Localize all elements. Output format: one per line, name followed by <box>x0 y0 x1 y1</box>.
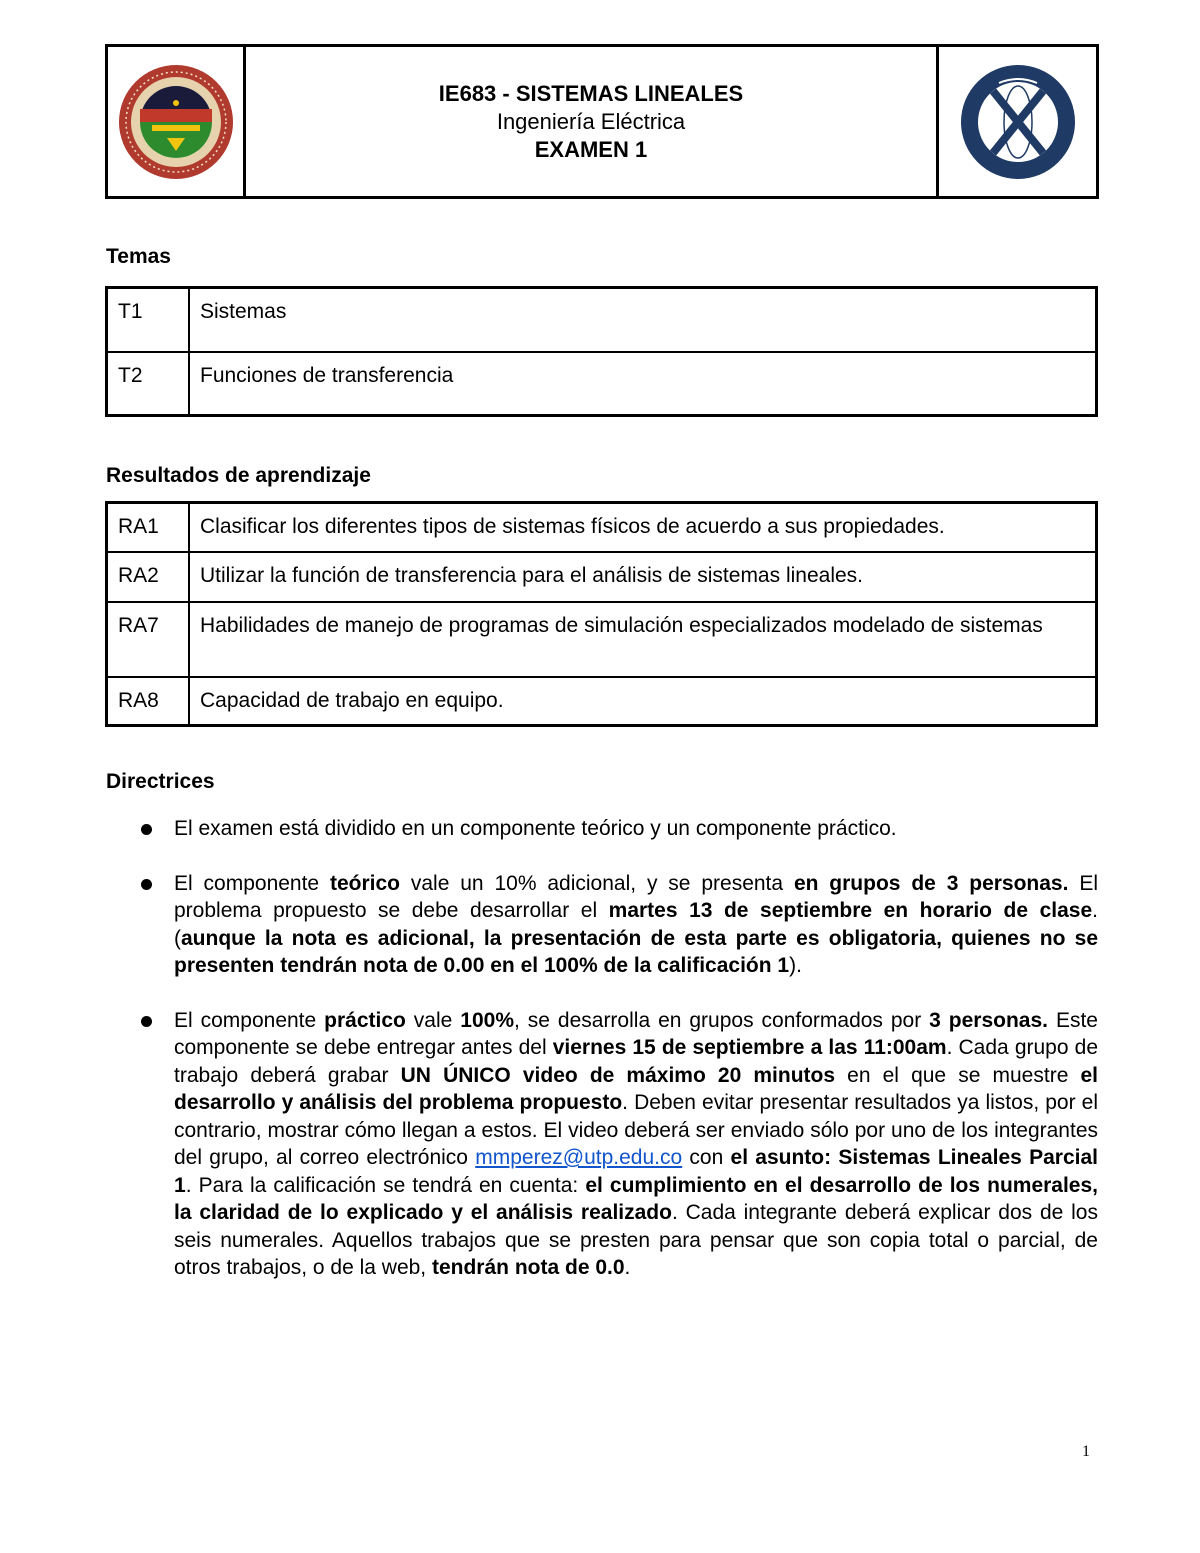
directrices-heading: Directrices <box>106 770 215 793</box>
temas-table <box>105 286 1098 417</box>
list-item <box>106 815 1098 843</box>
directive-text: Este componente se debe entregar antes del <box>174 1008 1098 1059</box>
bullet-icon <box>141 824 152 835</box>
directive-text: El componente <box>174 871 330 895</box>
directive-text: . <box>624 1256 631 1279</box>
directive-text: vale <box>405 1008 461 1032</box>
university-seal-cell <box>108 47 246 196</box>
tema-code: T1 <box>107 288 190 352</box>
ra-code: RA2 <box>107 552 190 602</box>
list-item <box>106 1007 1098 1282</box>
directive-bold: en grupos de 3 personas. <box>793 871 1069 895</box>
ra-text: Capacidad de trabajo en equipo. <box>189 677 1097 726</box>
directive-bold: UN ÚNICO video de máximo 20 minutos <box>400 1063 836 1087</box>
table-row <box>107 352 1097 416</box>
temas-heading: Temas <box>106 245 171 268</box>
directive-bold: 3 personas. <box>929 1008 1049 1032</box>
directive-text: El componente <box>174 1008 325 1032</box>
directive-bold: viernes 15 de septiembre a las 11:00am <box>552 1036 947 1059</box>
table-row <box>107 288 1097 352</box>
page-number: 1 <box>1082 1443 1090 1460</box>
table-row <box>107 552 1097 602</box>
directive-text: . Cada grupo de trabajo deberá grabar <box>174 1036 1098 1087</box>
resultados-heading: Resultados de aprendizaje <box>106 464 371 487</box>
email-link[interactable]: mmperez@utp.edu.co <box>475 1146 683 1169</box>
directive-bold: práctico <box>324 1008 406 1032</box>
header-title-block <box>246 47 936 196</box>
list-item <box>106 870 1098 980</box>
table-row <box>107 677 1097 726</box>
tema-text: Sistemas <box>189 288 1097 352</box>
bullet-icon <box>141 879 152 890</box>
ra-code: RA7 <box>107 602 190 677</box>
directive-text: El examen está dividido en un componente teórico y un componente práctico. <box>174 817 897 840</box>
exam-title: EXAMEN 1 <box>534 136 648 162</box>
program-name: Ingeniería Eléctrica <box>496 108 686 134</box>
ra-code: RA1 <box>107 503 190 552</box>
directive-bold: el desarrollo y análisis del problema propuesto <box>174 1063 1098 1114</box>
electrical-engineering-logo-icon <box>959 63 1077 181</box>
ra-code: RA8 <box>107 677 190 726</box>
table-row <box>107 503 1097 552</box>
directive-bold: tendrán nota de 0.0 <box>431 1256 625 1279</box>
directive-text: con <box>682 1146 731 1169</box>
ra-text: Habilidades de manejo de programas de simulación especializados modelado de sistemas <box>189 602 1097 677</box>
directive-bold: aunque la nota es adicional, la presentación de esta parte es obligatoria, quienes no se presenten tendrán nota de 0.00 en el 100% de la calificación 1 <box>174 926 1098 977</box>
bullet-icon <box>141 1016 152 1027</box>
directive-text: . Cada integrante deberá explicar dos de los seis numerales. Aquellos trabajos que se presten para pensar que son copia total o parcial, de otros trabajos, o de la web, <box>174 1201 1098 1279</box>
directive-bold: el cumplimiento en el desarrollo de los numerales, la claridad de lo explicado y el análisis realizado <box>174 1173 1098 1224</box>
university-seal-icon <box>117 63 235 181</box>
directive-text: ). <box>789 954 802 977</box>
directive-bold: 100% <box>460 1008 514 1032</box>
directive-text: El problema propuesto se debe desarrollar el <box>174 871 1098 922</box>
directive-text: , se desarrolla en grupos conformados por <box>514 1008 930 1032</box>
directive-text: . Para la calificación se tendrá en cuenta: <box>185 1173 586 1197</box>
course-title: IE683 - SISTEMAS LINEALES <box>438 80 744 106</box>
directive-bold: martes 13 de septiembre en horario de clase <box>608 899 1093 922</box>
document-header <box>105 44 1099 199</box>
department-logo-cell <box>936 47 1096 196</box>
directrices-list <box>106 815 1098 1309</box>
directive-text: . ( <box>174 899 1098 950</box>
tema-code: T2 <box>107 352 190 416</box>
directive-text: en el que se muestre <box>835 1063 1081 1087</box>
directive-bold: teórico <box>329 871 400 895</box>
directive-text: vale un 10% adicional, y se presenta <box>400 871 794 895</box>
directive-bold: el asunto: Sistemas Lineales Parcial 1 <box>174 1146 1098 1197</box>
ra-text: Clasificar los diferentes tipos de sistemas físicos de acuerdo a sus propiedades. <box>189 503 1097 552</box>
ra-text: Utilizar la función de transferencia para el análisis de sistemas lineales. <box>189 552 1097 602</box>
directive-text: . Deben evitar presentar resultados ya listos, por el contrario, mostrar cómo llegan a estos. El video deberá ser enviado sólo por uno de los integrantes del grupo, al correo electrónico <box>174 1091 1098 1169</box>
tema-text: Funciones de transferencia <box>189 352 1097 416</box>
resultados-table <box>105 501 1098 727</box>
table-row <box>107 602 1097 677</box>
